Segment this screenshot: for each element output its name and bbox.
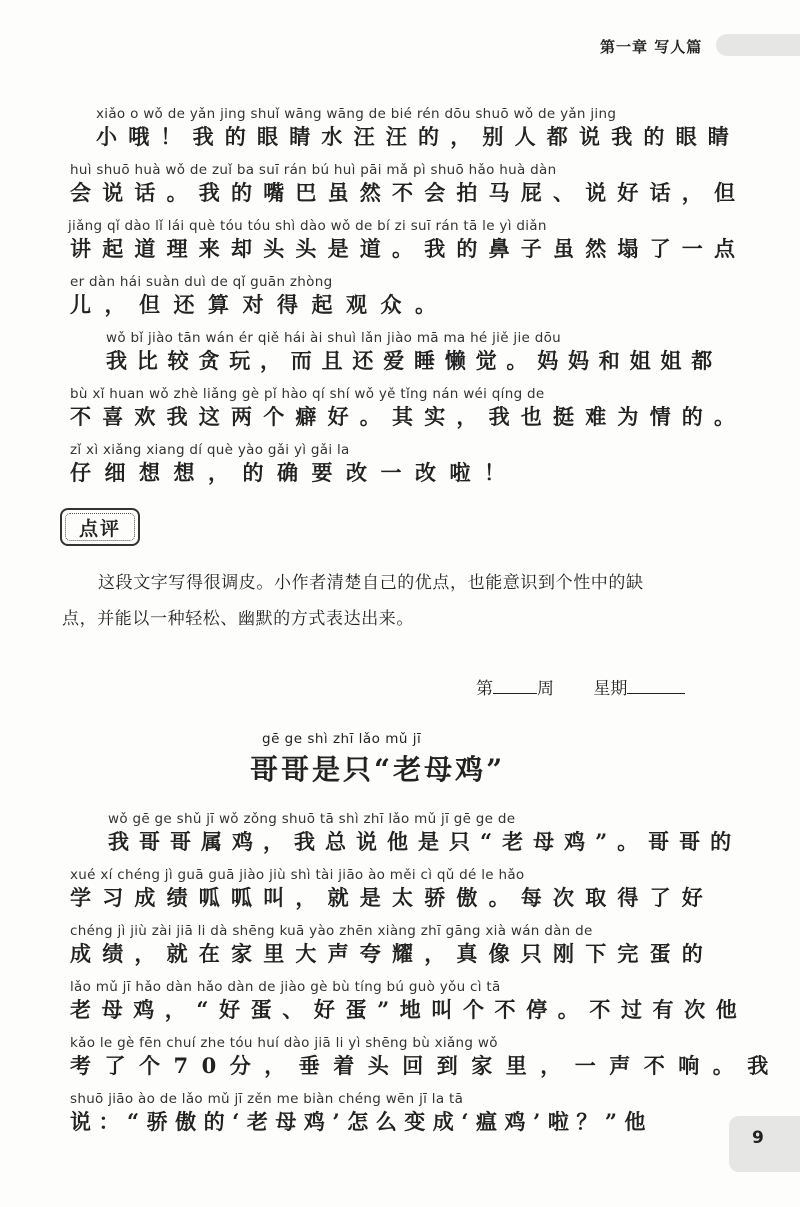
page-number: 9: [752, 1128, 764, 1148]
text-line: 成绩，就在家里大声夸耀，真像只刚下完蛋的: [70, 941, 714, 966]
review-text-line: 点，并能以一种轻松、幽默的方式表达出来。: [62, 609, 414, 629]
week-number-blank[interactable]: [493, 677, 537, 694]
pinyin-line: lǎo mǔ jī hǎo dàn hǎo dàn de jiào gè bù tíng bú guò yǒu cì tā: [70, 979, 501, 995]
review-badge-label: 点评: [65, 513, 135, 541]
pinyin-line: wǒ bǐ jiào tān wán ér qiě hái ài shuì lǎn jiào mā ma hé jiě jie dōu: [106, 330, 561, 346]
text-line: 我比较贪玩，而且还爱睡懒觉。妈妈和姐姐都: [106, 348, 722, 373]
week-zhou: 周: [537, 679, 554, 699]
story-title: 哥哥是只“老母鸡”: [250, 753, 506, 786]
pinyin-line: huì shuō huà wǒ de zuǐ ba suī rán bú huì pāi mǎ pì shuō hǎo huà dàn: [70, 162, 557, 178]
pinyin-line: shuō jiāo ào de lǎo mǔ jī zěn me biàn chéng wēn jī la tā: [70, 1091, 464, 1107]
text-line: 仔细想想，的确要改一改啦！: [70, 460, 519, 485]
text-line: 儿，但还算对得起观众。: [70, 292, 450, 317]
review-badge: [60, 508, 140, 546]
pinyin-line: xiǎo o wǒ de yǎn jing shuǐ wāng wāng de bié rén dōu shuō wǒ de yǎn jing: [96, 106, 617, 122]
pinyin-line: kǎo le gè fēn chuí zhe tóu huí dào jiā li yì shēng bù xiǎng wǒ: [70, 1035, 498, 1051]
text-line: 会说话。我的嘴巴虽然不会拍马屁、说好话，但: [70, 180, 747, 205]
pinyin-line: er dàn hái suàn duì de qǐ guān zhòng: [70, 274, 333, 290]
header-decor: [716, 34, 800, 56]
weekday-blank[interactable]: [627, 677, 685, 694]
text-line: 不喜欢我这两个癖好。其实，我也挺难为情的。: [70, 404, 747, 429]
pinyin-line: xué xí chéng jì guā guā jiào jiù shì tài jiāo ào měi cì qǔ dé le hǎo: [70, 867, 525, 883]
review-text-line: 这段文字写得很调皮。小作者清楚自己的优点，也能意识到个性中的缺: [98, 573, 644, 593]
text-line: 学习成绩呱呱叫，就是太骄傲。每次取得了好: [70, 885, 714, 910]
text-line: 考了个70分，垂着头回到家里，一声不响。我: [70, 1053, 782, 1078]
text-line: 老母鸡，“好蛋、好蛋”地叫个不停。不过有次他: [70, 997, 748, 1022]
chapter-header: 第一章 写人篇: [600, 38, 703, 56]
pinyin-line: chéng jì jiù zài jiā li dà shēng kuā yào zhēn xiàng zhī gāng xià wán dàn de: [70, 923, 593, 939]
text-line: 我哥哥属鸡，我总说他是只“老母鸡”。哥哥的: [108, 829, 742, 854]
pinyin-line: wǒ gē ge shǔ jī wǒ zǒng shuō tā shì zhī lǎo mǔ jī gē ge de: [108, 811, 516, 827]
title-pinyin: gē ge shì zhī lǎo mǔ jī: [262, 731, 422, 747]
pinyin-line: jiǎng qǐ dào lǐ lái què tóu tóu shì dào wǒ de bí zi suī rán tā le yì diǎn: [68, 218, 547, 234]
week-xingqi: 星期: [593, 679, 628, 699]
text-line: 讲起道理来却头头是道。我的鼻子虽然塌了一点: [70, 236, 747, 261]
pinyin-line: zǐ xì xiǎng xiang dí què yào gǎi yì gǎi la: [70, 442, 350, 458]
page-number-tab: [729, 1116, 800, 1172]
text-line: 说：“骄傲的‘老母鸡’怎么变成‘瘟鸡’啦？”他: [70, 1109, 653, 1134]
text-line: 小哦！我的眼睛水汪汪的，别人都说我的眼睛: [96, 124, 740, 149]
week-di: 第: [476, 679, 493, 699]
pinyin-line: bù xǐ huan wǒ zhè liǎng gè pǐ hào qí shí wǒ yě tǐng nán wéi qíng de: [70, 386, 545, 402]
week-line: [476, 674, 685, 699]
